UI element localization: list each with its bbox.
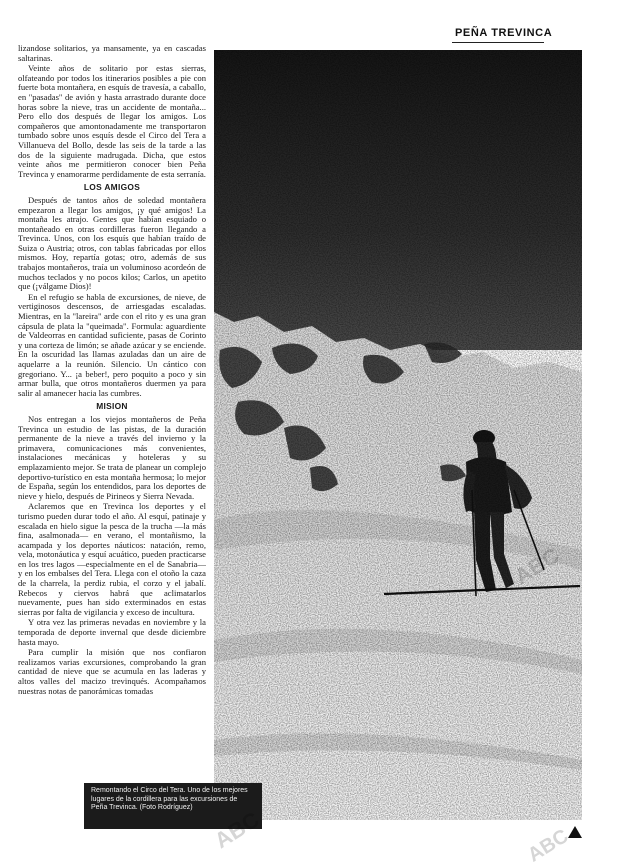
article-paragraph: Después de tantos años de soledad montañera empezaron a llegar los amigos, ¡y qué amigos! La montaña les atrajo. Gentes que habían esquiado o montañeado en otras cordilleras fueron llegando a Trevinca. Unos, con los esquís que habían traído de Suiza o Austria; otros, con tablas fabricadas por ellos mismos. Hoy, repartía gotas; otro, además de sus trabajos montañeros, traía un voluminoso acordeón de muchos teclados y no pocos kilos; Carlos, un apetito que (¡válgame Dios)! [18,194,206,292]
article-paragraph: lizandose solitarios, ya mansamente, ya en cascadas saltarinas. [18,44,206,63]
article-paragraph: En el refugio se habla de excursiones, de nieve, de vertiginosos descensos, de arriesgadas escaladas. Mientras, en la "lareira" arde con el rito y es una gran cápsula de plata la "queimada". Formula: aguardiente de Valdeorras en cantidad suficiente, pasas de Corinto y una corteza de limón; se añade azúcar y se enciende. En la oscuridad las llamas azuladas dan un aire de aquelarre a la reunión. Silencio. Un cántico con gregoriano. Y... ¡a beber!, pero poquito a poco y sin armar bulla, que otros montañeros duermen ya para salir al amanecer hacia las cumbres. [18,291,206,398]
article-paragraph: Para cumplir la misión que nos confiaron realizamos varias excursiones, comprobando la gran cantidad de nieve que se acumula en las laderas y altos valles del macizo trevinqués. Acompañamos nuestras notas de panorámicas tomadas [18,647,206,696]
watermark-abc: ABC [524,825,573,867]
article-paragraph: Y otra vez las primeras nevadas en noviembre y la temporada de deporte invernal que desde diciembre hasta mayo. [18,617,206,647]
watermark-abc: ABC [210,806,264,854]
article-column [18,44,206,834]
article-paragraph: Veinte años de solitario por estas sierras, olfateando por todos los itinerarios posibles a pie con fuerte bota montañera, en esquís de travesía, a caballo, en "pasadas" de avión y hasta arrastrado durante doce horas sobre la nieve, tras un accidente de montaña... Pero ello dos después de llegar los amigos. Los compañeros que amontonadamente me transportaron tumbado sobre unos esquís desde el Circo del Tera a Villanueva del Bollo, desde las seis de la tarde a las dos de la siguiente madrugada. Dicha, que estos veinte años me permitieron conocer bien Peña Trevinca y enamorarme perdidamente de esta serranía. [18,63,206,179]
article-paragraph: Aclaremos que en Trevinca los deportes y el turismo pueden durar todo el año. Al esquí, patinaje y escalada en hielo sigue la pesca de la trucha —la más fina, asalmonada— en verano, el montañismo, la acampada y los deportes náuticos: natación, remo, vela, motonáutica y esquí acuático, pueden practicarse en los tres lagos —especialmente en el de Sanabria— y en los embalses del Tera. Llega con el otoño la caza de la charrela, la perdiz rubia, el corzo y el jabalí. Rebecos y ciervos habrá que aclimatarlos nuevamente, pues han sido exterminados en estas sierras por falta de vigilancia y exceso de incultura. [18,501,206,617]
section-heading-mision: MISION [96,401,128,412]
running-title: PEÑA TREVINCA [455,27,553,39]
section-heading-amigos: LOS AMIGOS [83,182,141,193]
running-title-rule [452,42,544,43]
photo-caption: Remontando el Circo del Tera. Uno de los mejores lugares de la cordillera para las excursiones de Peña Trevinca. (Foto Rodríguez) [84,783,262,829]
page-corner-triangle-icon [568,826,582,838]
article-paragraph: Nos entregan a los viejos montañeros de Peña Trevinca un estudio de las pistas, de la duración permanente de la nieve a través del invierno y la primavera, comunicaciones más convenientes, instalaciones mecánicas y hoteleras y su emplazamiento mejor. Se trata de planear un complejo deportivo-turístico en esta montaña hermosa; lo mejor de España, según los entendidos, para los deportes de nieve y hielo, después de Pirineos y Sierra Nevada. [18,413,206,501]
skier-photo [214,50,582,820]
